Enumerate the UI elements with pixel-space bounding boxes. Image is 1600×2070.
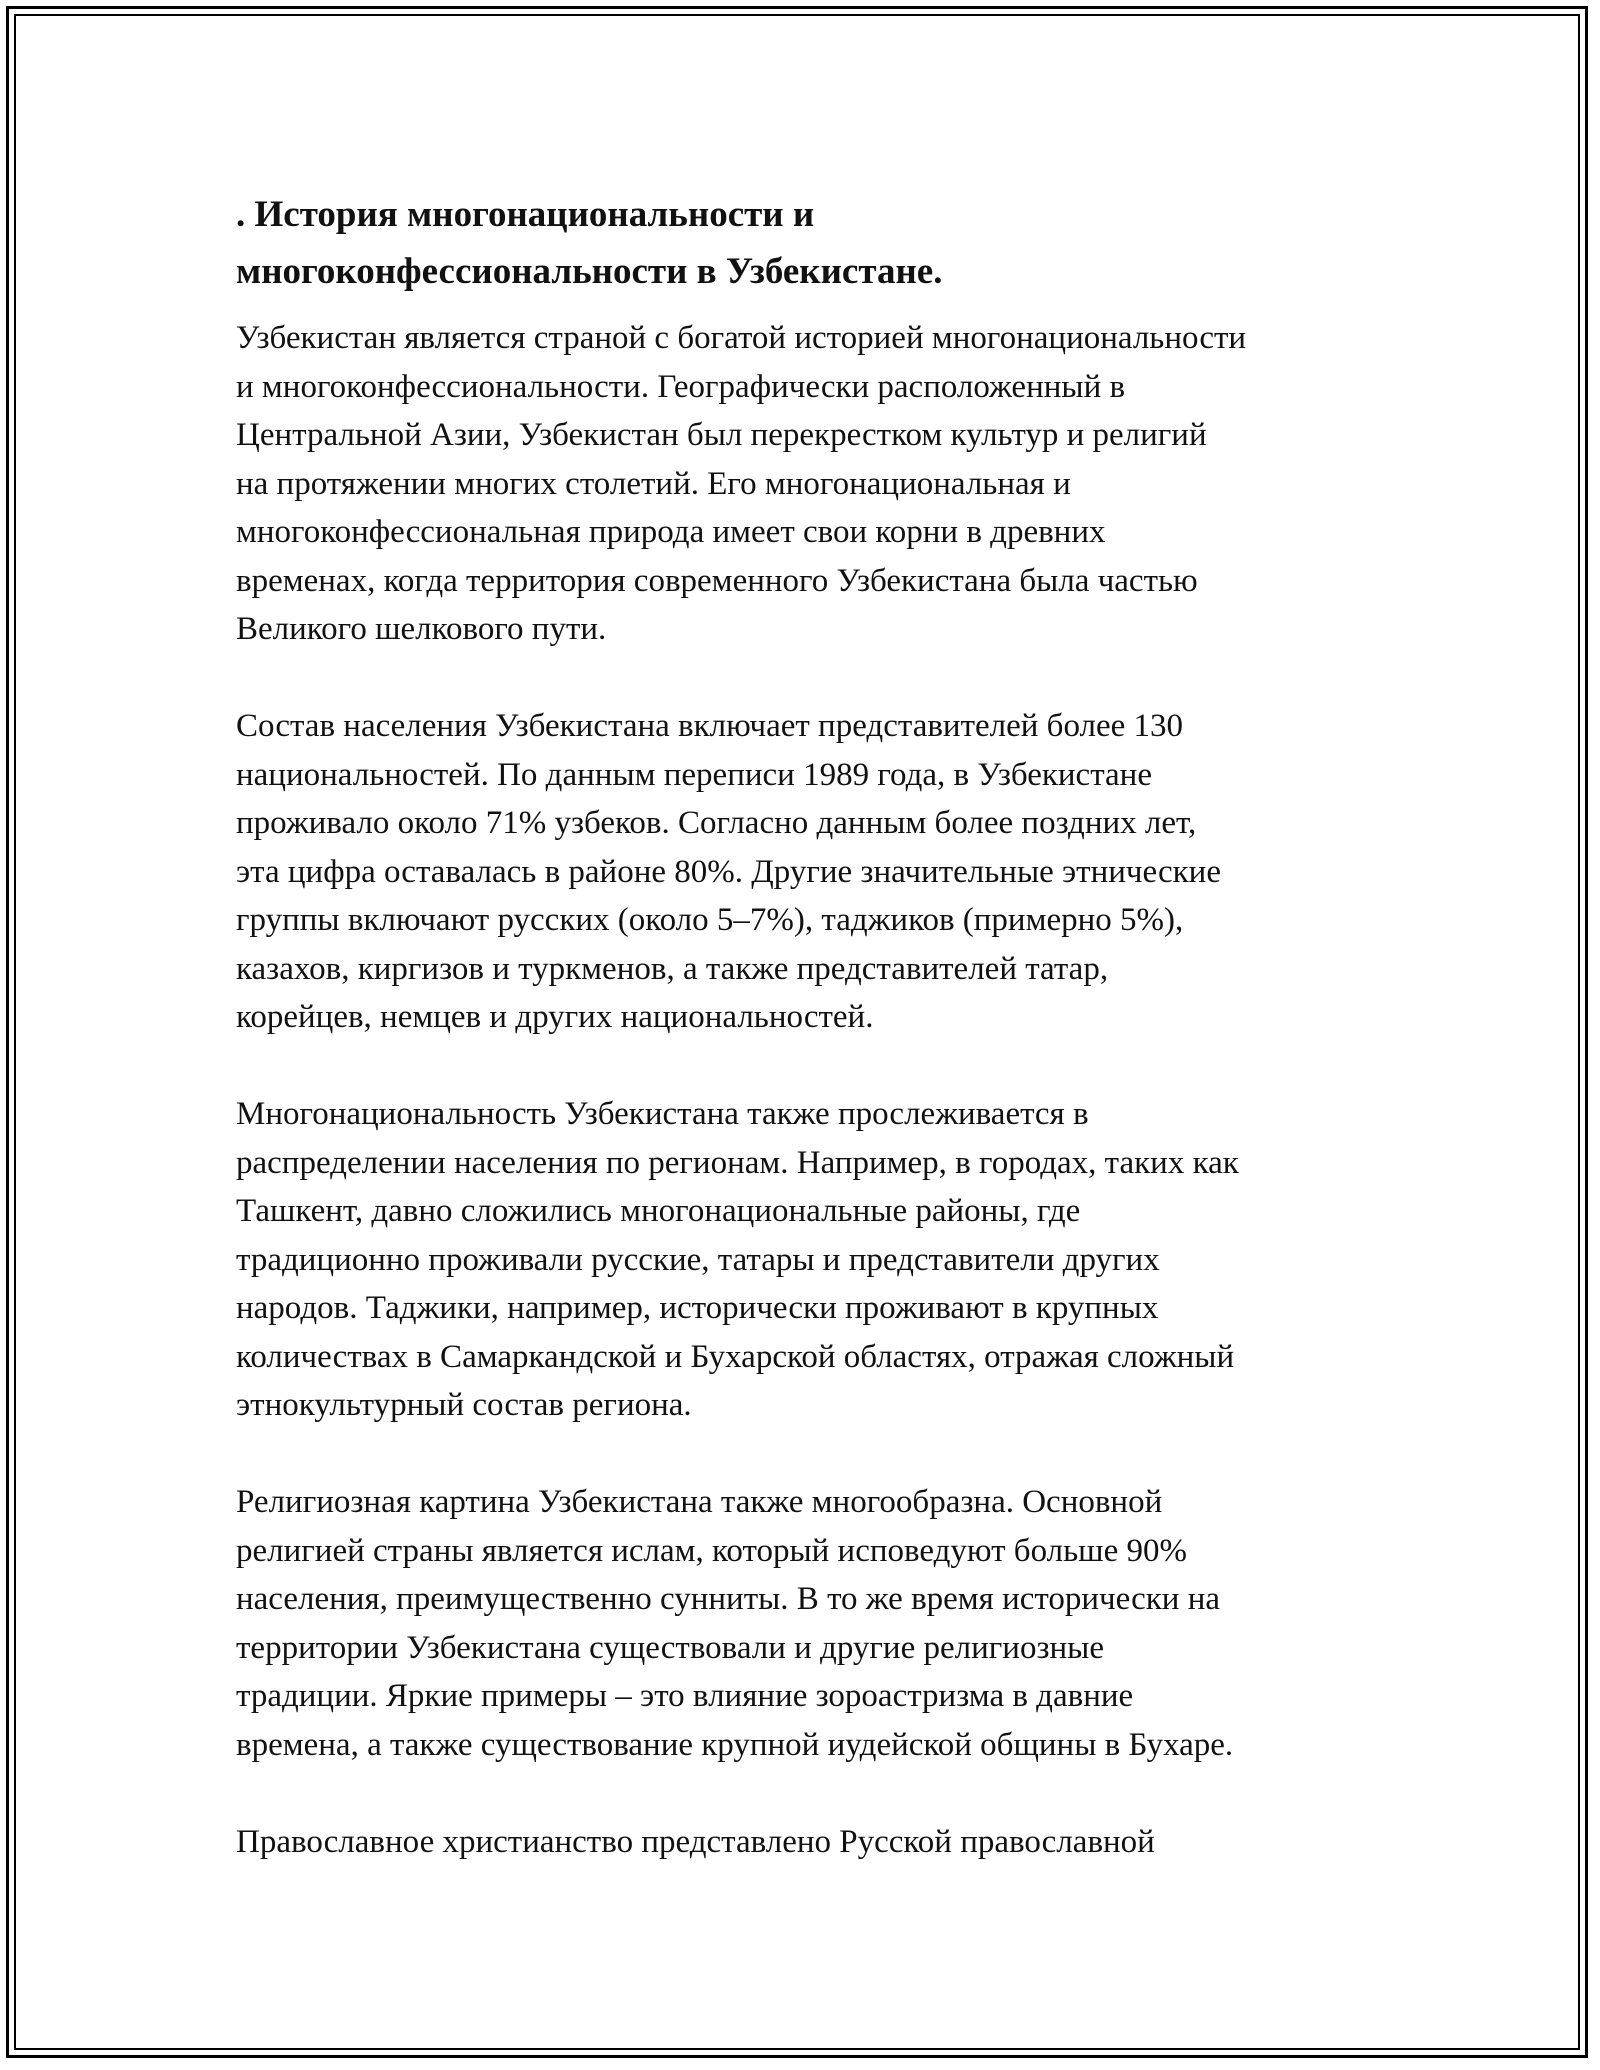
title-line: . История многонациональности и [236, 194, 815, 235]
text-line: народов. Таджики, например, исторически проживают в крупных [236, 1290, 1159, 1326]
text-line: Религиозная картина Узбекистана также многообразна. Основной [236, 1484, 1163, 1520]
text-line: Узбекистан является страной с богатой историей многонациональности [236, 320, 1247, 356]
text-line: религией страны является ислам, который исповедуют больше 90% [236, 1532, 1187, 1569]
text-line: Состав населения Узбекистана включает представителей более 130 [236, 708, 1184, 744]
text-line: времена, а также существование крупной иудейской общины в Бухаре. [236, 1726, 1234, 1763]
text-line: группы включают русских (около 5–7%), таджиков (примерно 5%), [236, 902, 1184, 938]
text-line: корейцев, немцев и других национальностей. [236, 999, 874, 1035]
document-title [236, 186, 1376, 300]
text-line: населения, преимущественно сунниты. В то же время исторически на [236, 1581, 1221, 1617]
text-line: территории Узбекистана существовали и другие религиозные [236, 1629, 1104, 1666]
text-line: Многонациональность Узбекистана также прослеживается в [236, 1096, 1089, 1132]
text-line: национальностей. По данным переписи 1989 года, в Узбекистане [236, 756, 1152, 793]
text-line: проживало около 71% узбеков. Согласно данным более поздних лет, [236, 805, 1197, 841]
text-line: Великого шелкового пути. [236, 611, 607, 647]
paragraph-religion [236, 1478, 1376, 1769]
text-line: Центральной Азии, Узбекистан был перекрестком культур и религий [236, 417, 1207, 453]
text-line: Православное христианство представлено Русской православной [236, 1823, 1155, 1860]
document-body [236, 186, 1376, 1915]
paragraph-regions [236, 1090, 1376, 1430]
text-line: этнокультурный состав региона. [236, 1387, 692, 1423]
paragraph-orthodoxy [236, 1818, 1376, 1867]
paragraph-population [236, 702, 1376, 1042]
text-line: и многоконфессиональности. Географически расположенный в [236, 368, 1126, 405]
text-line: Ташкент, давно сложились многонациональные районы, где [236, 1193, 1081, 1229]
text-line: традиции. Яркие примеры – это влияние зороастризма в давние [236, 1678, 1134, 1714]
text-line: эта цифра оставалась в районе 80%. Другие значительные этнические [236, 853, 1221, 890]
text-line: временах, когда территория современного Узбекистана была частью [236, 562, 1198, 599]
paragraph-intro [236, 314, 1376, 654]
text-line: традиционно проживали русские, татары и представители других [236, 1241, 1160, 1278]
text-line: казахов, киргизов и туркменов, а также представителей татар, [236, 950, 1109, 987]
text-line: распределении населения по регионам. Например, в городах, таких как [236, 1144, 1239, 1181]
text-line: многоконфессиональная природа имеет свои корни в древних [236, 514, 1106, 550]
text-line: на протяжении многих столетий. Его многонациональная и [236, 465, 1071, 502]
title-line: многоконфессиональности в Узбекистане. [236, 251, 943, 292]
text-line: количествах в Самаркандской и Бухарской областях, отражая сложный [236, 1338, 1235, 1375]
